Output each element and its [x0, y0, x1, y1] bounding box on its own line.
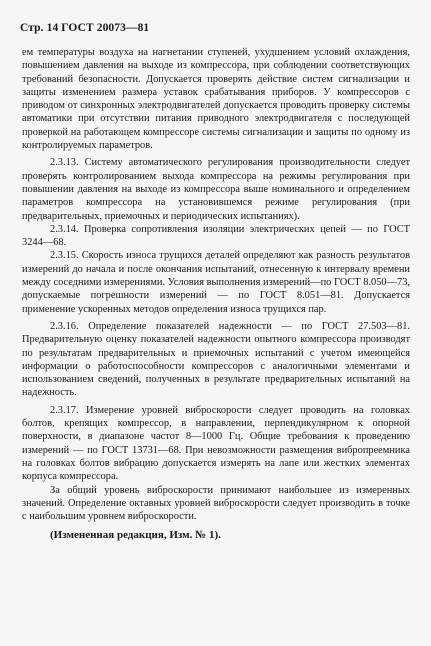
paragraph-2-3-13: 2.3.13. Систему автоматического регулирования производительности следует проверять контролированием выхода компрессора на режимы регулирования при повышении давления на выходе из компрессора выше номинального и определением параметров компрессора на установившемся режиме регулирования (при предварительных, приемочных и периодических испытаниях). [22, 157, 410, 222]
document-body [22, 46, 410, 543]
page-header: Стр. 14 ГОСТ 20073—81 [20, 22, 150, 34]
paragraph-continuation: ем температуры воздуха на нагнетании ступеней, ухудшением условий охлаждения, повышением давления на выходе из компрессора, при соблюдении соответствующих требований безопасности. Допускается проверять действие систем сигнализации и защиты изменением размера уставок срабатывания приборов. У компрессоров с приводом от синхронных электродвигателей допускается проводить проверку системы автоматики при отсутствии питания приводного электродвигателя с последующей проверкой на работающем компрессоре системы сигнализации и защиты по одному из контролируемых параметров. [22, 47, 410, 152]
paragraph-2-3-14: 2.3.14. Проверка сопротивления изоляции электрических цепей — по ГОСТ 3244—68. [22, 223, 410, 249]
paragraph-2-3-17: 2.3.17. Измерение уровней виброскорости следует проводить на головках болтов, крепящих компрессор, в направлении, перпендикулярном к опорной поверхности, в диапазоне частот 8—1000 Гц. Общие требования к проведению измерений — по ГОСТ 13731—68. При невозможности размещения вибропреемника на головках болтов вибрацию допускается измерять на лапе или жестких элементах корпуса компрессора. [22, 404, 410, 483]
edition-note: (Измененная редакция, Изм. № 1). [50, 529, 221, 542]
paragraph-2-3-16: 2.3.16. Определение показателей надежности — по ГОСТ 27.503—81. Предварительную оценку показателей надежности опытного компрессора производят по результатам предварительных и приемочных испытаний с учетом имеющейся информации о работоспособности компрессоров с аналогичными элементами и использованием сведений, полученных в результате предварительных испытаний на надежность. [22, 320, 410, 399]
paragraph-vibration-level: За общий уровень виброскорости принимают наибольшее из измеренных значений. Определение октавных уровней виброскорости следует производить в точке с наибольшим уровнем виброскорости. [22, 484, 410, 523]
paragraph-2-3-15: 2.3.15. Скорость износа трущихся деталей определяют как разность результатов измерений до начала и после окончания испытаний, отнесенную к интервалу времени между соседними измерениями. Условия выполнения измерений—по ГОСТ 8.050—73, допускаемые погрешности измерений — по ГОСТ 8.051—81. Допускается применение ускоренных методов определения износа трущихся пар. [22, 250, 410, 315]
